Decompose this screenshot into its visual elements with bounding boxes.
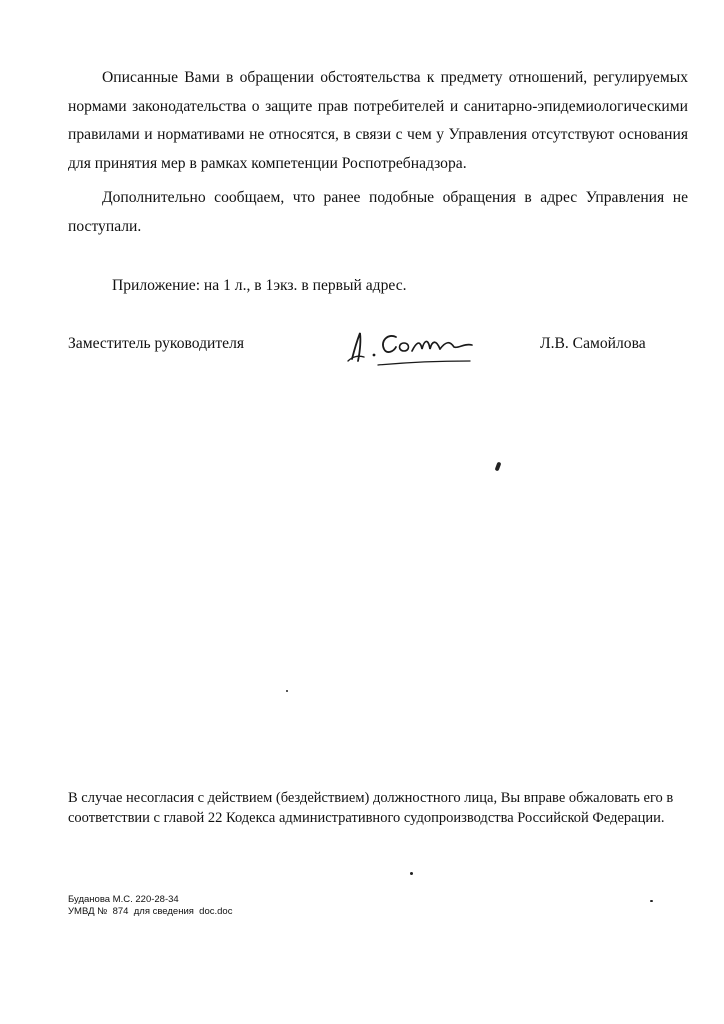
appeal-notice-text: В случае несогласия с действием (бездействием) должностного лица, Вы вправе обжаловать его в соответствии с главой 22 Кодекса административного судопроизводства Российской Федерации. [68, 790, 674, 826]
signature-block [68, 333, 688, 373]
scan-speck [650, 900, 653, 902]
attachment-line: Приложение: на 1 л., в 1экз. в первый адрес. [112, 277, 407, 294]
paragraph-circumstances: Описанные Вами в обращении обстоятельства к предмету отношений, регулируемых нормами законодательства о защите прав потребителей и санитарно-эпидемиологическими правилами и нормативами не относятся, в связи с чем у Управления отсутствуют основания для принятия мер в рамках компетенции Роспотребнадзора. [68, 69, 688, 172]
reference-line: УМВД № 874 для сведения doc.doc [68, 906, 233, 917]
footer-executor-info [68, 894, 232, 918]
executor-line: Буданова М.С. 220-28-34 [68, 894, 179, 905]
signatory-position: Заместитель руководителя [68, 335, 245, 352]
scan-speck [495, 462, 502, 472]
scan-speck [286, 690, 288, 692]
letter-body [68, 64, 688, 241]
scan-speck [410, 872, 413, 875]
appeal-notice [68, 788, 688, 828]
paragraph-additional-info: Дополнительно сообщаем, что ранее подобные обращения в адрес Управления не поступали. [68, 189, 688, 235]
signatory-name: Л.В. Самойлова [540, 335, 646, 352]
handwritten-signature [338, 319, 488, 371]
